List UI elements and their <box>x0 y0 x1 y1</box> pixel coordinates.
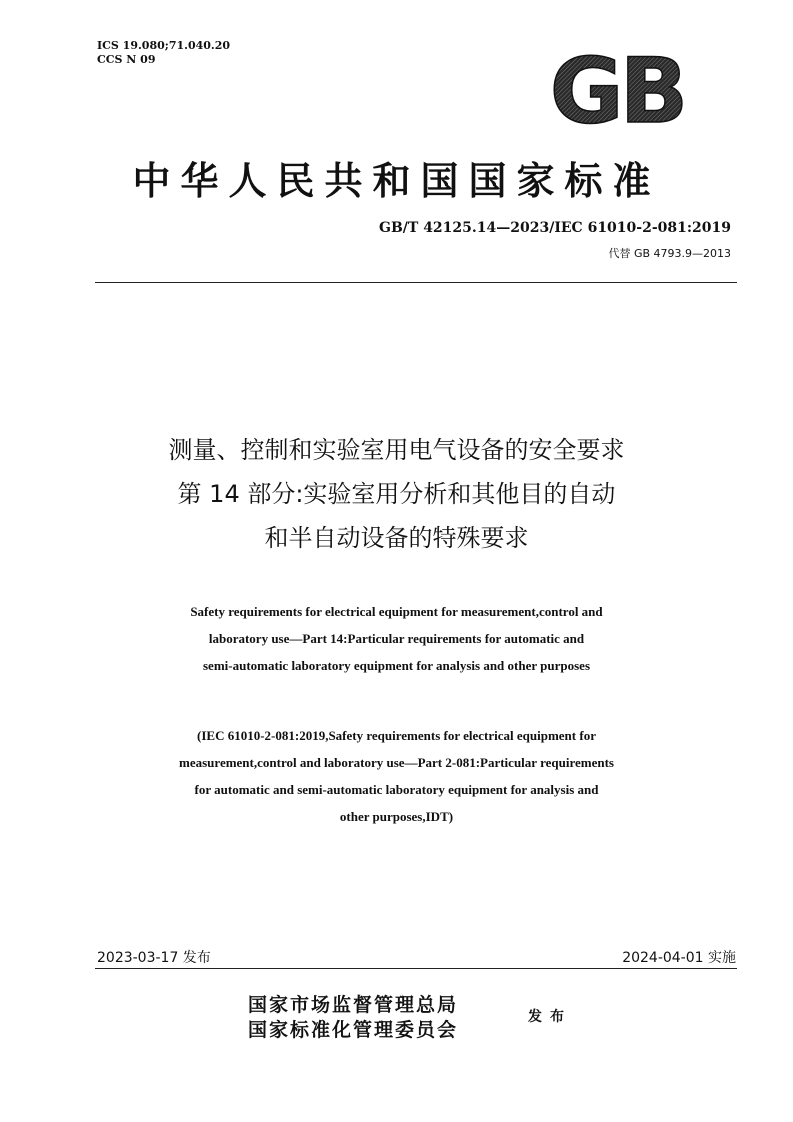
ccs-code: CCS N 09 <box>97 53 156 66</box>
chinese-title-line: 和半自动设备的特殊要求 <box>264 524 529 552</box>
gb-logo <box>538 50 696 130</box>
standard-title: 中华人民共和国国家标准 <box>132 158 661 203</box>
publish-label: 发布 <box>528 1009 572 1025</box>
ics-ccs-block <box>97 39 230 67</box>
standard-number: GB/T 42125.14—2023/IEC 61010-2-081:2019 <box>379 220 731 236</box>
implementation-date: 2024-04-01 实施 <box>622 950 736 966</box>
issuer-samr: 国家市场监督管理总局 <box>248 994 459 1016</box>
english-title-line: Safety requirements for electrical equipment for measurement,control and <box>190 604 603 619</box>
footer-divider <box>95 968 737 969</box>
chinese-title <box>60 428 733 560</box>
chinese-title-line: 第 14 部分:实验室用分析和其他目的自动 <box>177 480 616 508</box>
chinese-title-line: 测量、控制和实验室用电气设备的安全要求 <box>168 436 625 464</box>
iec-title-line: for automatic and semi-automatic laboratory equipment for analysis and <box>194 782 599 797</box>
issue-date: 2023-03-17 发布 <box>97 950 211 966</box>
issuer-sac: 国家标准化管理委员会 <box>248 1019 459 1041</box>
gb-logo-text: GB <box>549 50 685 130</box>
ics-code: ICS 19.080;71.040.20 <box>97 39 231 52</box>
issuing-authorities <box>248 993 458 1043</box>
english-title <box>60 598 733 679</box>
replaces-note: 代替 GB 4793.9—2013 <box>608 247 731 260</box>
iec-title-line: measurement,control and laboratory use—Part 2-081:Particular requirements <box>179 755 614 770</box>
header-divider <box>95 282 737 283</box>
iec-title-line: other purposes,IDT) <box>339 809 454 824</box>
english-title-line: semi-automatic laboratory equipment for analysis and other purposes <box>203 658 590 673</box>
iec-title-line: (IEC 61010-2-081:2019,Safety requirements for electrical equipment for <box>197 728 596 743</box>
iec-equivalence-title <box>60 722 733 830</box>
english-title-line: laboratory use—Part 14:Particular requirements for automatic and <box>208 631 585 646</box>
